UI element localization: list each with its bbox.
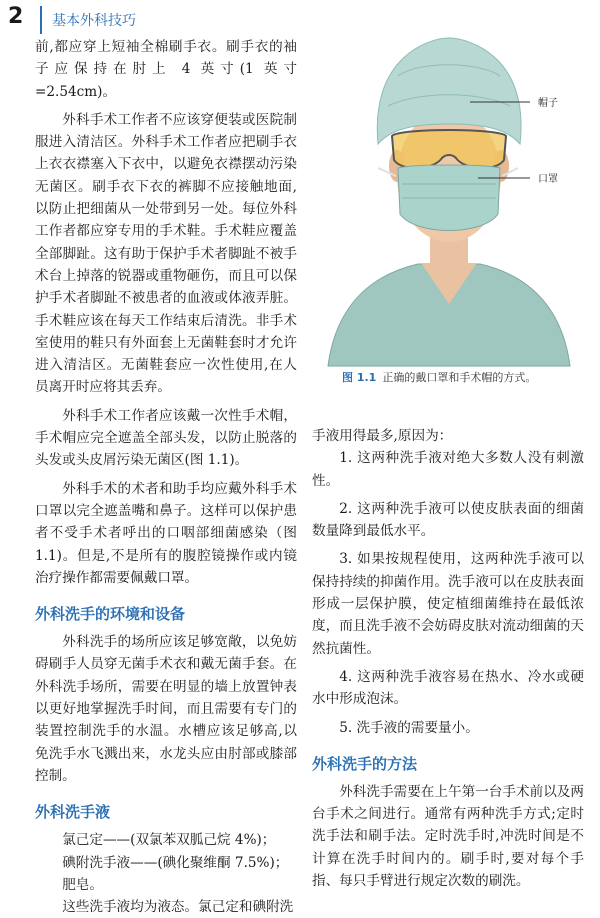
right-column xyxy=(312,425,584,892)
figure-surgeon-cap-mask xyxy=(318,36,580,386)
paragraph: 外科手术工作者不应该穿便装或医院制服进入清洁区。外科手术工作者应把刷手衣上衣衣襟塞入下衣中，以避免衣襟摆动污染无菌区。刷手衣下衣的裤脚不应接触地面,以防止把细菌从一处带到另一处。每位外科工作者都应穿专用的手术鞋。手术鞋应覆盖全部脚趾。这有助于保护手术者脚趾不被手术台上掉落的锐器或重物砸伤，而且可以保护手术者脚趾不被患者的血液或体液弄脏。手术鞋应该在每天工作结束后清洗。非手术室使用的鞋只有外面套上无菌鞋套时才允许进入清洁区。无菌鞋套应一次性使用,在人员离开时应将其丢弃。 xyxy=(35,111,297,396)
paragraph: 外科手术的术者和助手均应戴外科手术口罩以完全遮盖嘴和鼻子。这样可以保护患者不受手术者呼出的口咽部细菌感染（图 1.1)。但是,不是所有的腹腔镜操作或内镜治疗操作都需要佩戴口罩。 xyxy=(35,480,297,586)
list-item: 4. 这两种洗手液容易在热水、冷水或硬水中形成泡沫。 xyxy=(312,668,584,708)
left-column xyxy=(35,36,297,918)
list-item: 氯己定——(双氯苯双胍己烷 4%)； xyxy=(62,832,276,849)
running-title: 基本外科技巧 xyxy=(52,13,136,29)
paragraph: 前,都应穿上短袖全棉刷手衣。刷手衣的袖子应保持在肘上 4 英寸(1 英寸=2.54cm)。 xyxy=(35,39,297,100)
paragraph: 这些洗手液均为液态。氯己定和碘附洗 xyxy=(62,899,294,916)
list-item: 5. 洗手液的需要量小。 xyxy=(339,719,479,736)
paragraph: 手液用得最多,原因为： xyxy=(312,428,453,444)
label-mask: 口罩 xyxy=(538,174,558,185)
list-item: 肥皂。 xyxy=(62,876,103,893)
list-item: 碘附洗手液——(碘化聚维酮 7.5%)； xyxy=(62,854,289,871)
section-heading-method: 外科洗手的方法 xyxy=(312,754,418,773)
section-heading-environment: 外科洗手的环境和设备 xyxy=(35,605,186,624)
paragraph: 外科洗手需要在上午第一台手术前以及两台手术之间进行。通常有两种洗手方式;定时洗手法和刷手法。定时洗手时,冲洗时间是不计算在洗手时间内的。刷手时,要对每个手指、每只手臂进行规定次数的刷洗。 xyxy=(312,783,584,890)
page-header xyxy=(0,0,600,40)
header-rule xyxy=(40,6,42,34)
label-cap: 帽子 xyxy=(538,98,558,109)
list-item: 3. 如果按规程使用，这两种洗手液可以保持持续的抑菌作用。洗手液可以在皮肤表面形成一层保护膜，使定植细菌维持在最低浓度，而且洗手液不会妨碍皮肤对流动细菌的天然抗菌性。 xyxy=(312,551,584,657)
page-number: 2 xyxy=(8,4,24,29)
list-item: 1. 这两种洗手液对绝大多数人没有刺激性。 xyxy=(312,450,584,489)
paragraph: 外科手术工作者应该戴一次性手术帽，手术帽应完全遮盖全部头发，以防止脱落的头发或头皮屑污染无菌区(图 1.1)。 xyxy=(35,407,297,469)
list-item: 2. 这两种洗手液可以使皮肤表面的细菌数量降到最低水平。 xyxy=(312,500,584,540)
figure-caption xyxy=(342,369,582,385)
figure-number: 图 1.1 xyxy=(342,371,377,384)
caption-text: 正确的戴口罩和手术帽的方式。 xyxy=(382,371,537,384)
paragraph: 外科洗手的场所应该足够宽敞，以免妨碍刷手人员穿无菌手术衣和戴无菌手套。在外科洗手场所，需要在明显的墙上放置钟表以更好地掌握洗手时间，而且需要有专门的装置控制洗手的水温。水槽应该足够高,以免洗手水飞溅出来，水龙头应由肘部或膝部控制。 xyxy=(35,634,297,784)
section-heading-agents: 外科洗手液 xyxy=(35,803,111,822)
